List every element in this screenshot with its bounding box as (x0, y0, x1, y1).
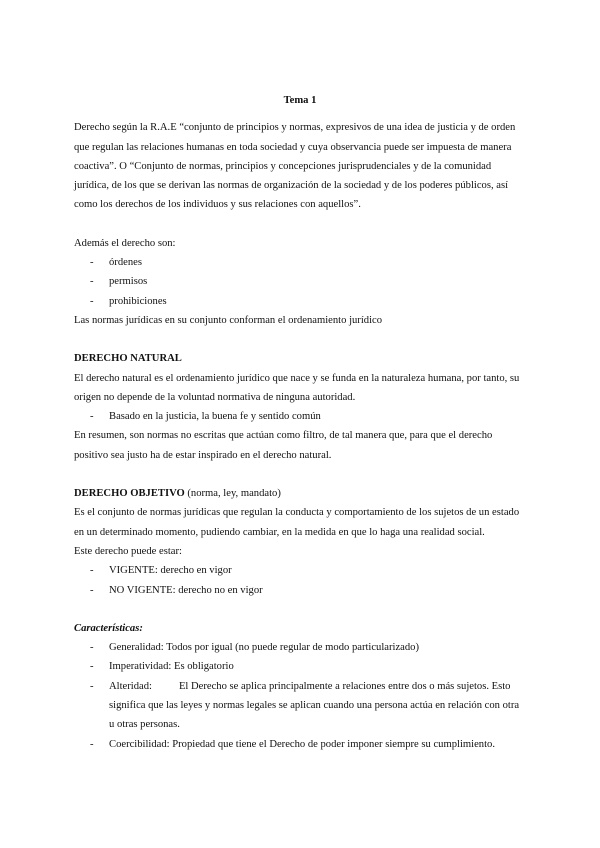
list-item: - VIGENTE: derecho en vigor (90, 565, 232, 577)
list-item: - permisos (90, 276, 148, 288)
list-item: - órdenes (90, 257, 142, 269)
derecho-natural-heading: DERECHO NATURAL (74, 353, 182, 365)
caracteristicas-list (74, 638, 526, 754)
derecho-natural-text: El derecho natural es el ordenamiento jurídico que nace y se funda en la naturaleza humana, por tanto, su origen no depende de la voluntad normativa de ninguna autoridad. (74, 372, 520, 403)
page-title: Tema 1 (283, 95, 317, 106)
estados-list (74, 561, 526, 600)
puede-estar-line: Este derecho puede estar: (74, 545, 182, 557)
list-item: - Generalidad: Todos por igual (no puede regular de modo particularizado) (90, 642, 419, 654)
derecho-objetivo-heading-line (74, 484, 526, 503)
derecho-objetivo-text: Es el conjunto de normas jurídicas que regulan la conducta y comportamiento de los sujetos de un estado en un determinado momento, pudiendo cambiar, en la medida en que lo haga una realidad social. (74, 507, 520, 538)
document-page (74, 91, 526, 754)
list-item: - Alteridad: El Derecho se aplica principalmente a relaciones entre dos o más sujetos. Esto significa que las leyes y normas legales se aplican cuando una persona actúa en relación con otra u otras personas. (90, 680, 520, 731)
caracteristicas-heading: Características: (74, 622, 143, 634)
derecho-objetivo-heading: DERECHO OBJETIVO (74, 488, 185, 500)
intro-paragraph: Derecho según la R.A.E “conjunto de principios y normas, expresivos de una idea de justicia y de orden que regulan las relaciones humanas en toda sociedad y cuya observancia puede ser impuesta de manera coactiva”. O “Conjunto de normas, principios y concepciones jurisprudenciales y de la comunidad jurídica, de los que se derivan las normas de organización de la sociedad y de los poderes públicos, así como los derechos de los individuos y sus relaciones con aquellos”. (74, 122, 516, 211)
resumen-paragraph: En resumen, son normas no escritas que actúan como filtro, de tal manera que, para que el derecho positivo sea justo ha de estar inspirado en el derecho natural. (74, 430, 493, 461)
list-item: - prohibiciones (90, 295, 167, 307)
ordenamiento-line: Las normas jurídicas en su conjunto conforman el ordenamiento jurídico (74, 314, 383, 326)
ademas-line: Además el derecho son: (74, 237, 176, 249)
list-item: - Basado en la justicia, la buena fe y sentido común (90, 411, 321, 423)
list-item: - Coercibilidad: Propiedad que tiene el Derecho de poder imponer siempre su cumplimiento. (90, 738, 495, 750)
derecho-natural-list (74, 407, 526, 426)
list-item: - Imperatividad: Es obligatorio (90, 661, 234, 673)
alteridad-text: El Derecho se aplica principalmente a relaciones entre dos o más sujetos. Esto significa que las leyes y normas legales se aplican cuando una persona actúa en relación con otra u otras personas. (109, 680, 520, 731)
alteridad-label: Alteridad: (109, 680, 152, 692)
derecho-son-list (74, 253, 526, 311)
derecho-objetivo-note: (norma, ley, mandato) (187, 488, 281, 500)
list-item: - NO VIGENTE: derecho no en vigor (90, 584, 263, 596)
